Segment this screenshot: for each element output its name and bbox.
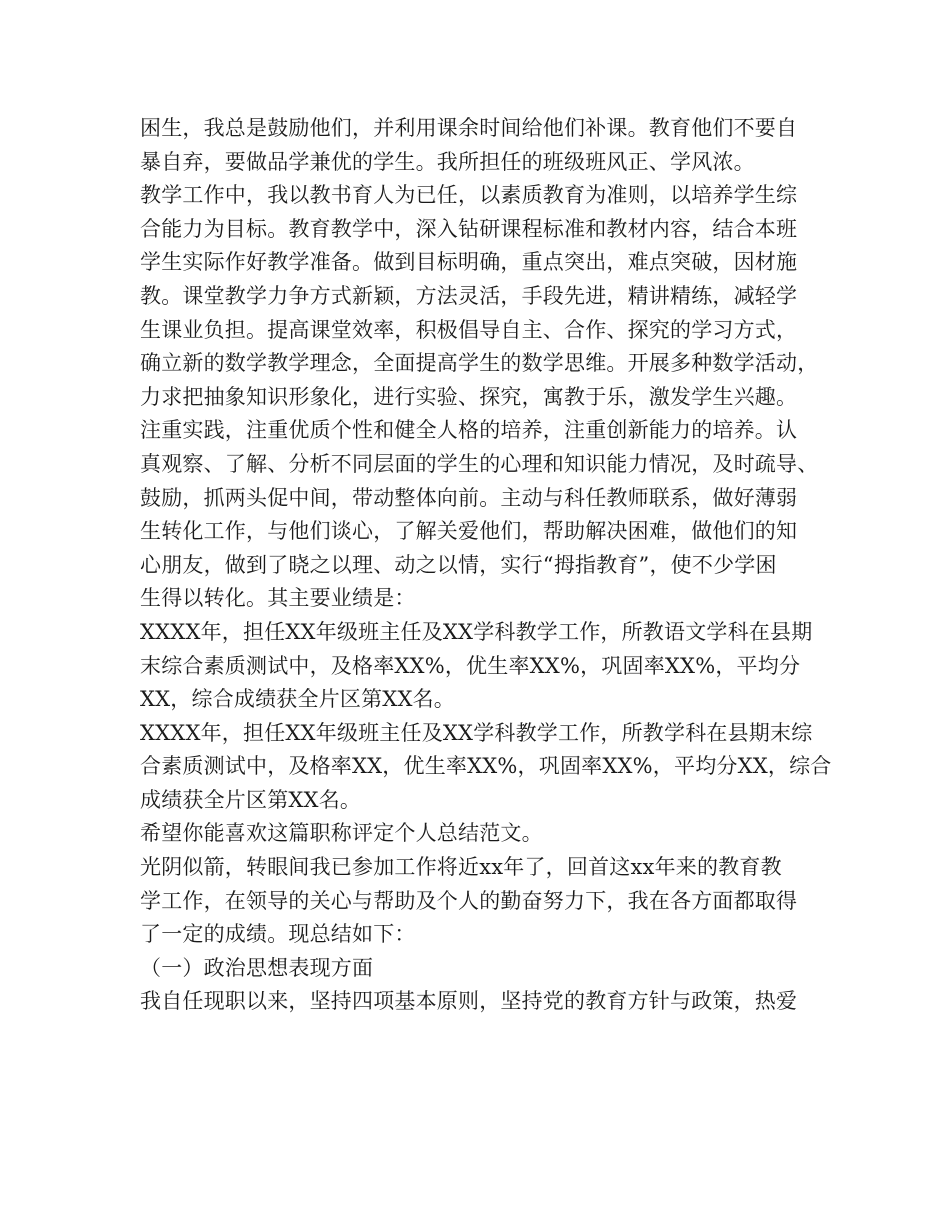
text-line: XX，综合成绩获全片区第XX名。 bbox=[140, 687, 455, 712]
text-line: 生得以转化。其主要业绩是： bbox=[140, 586, 416, 611]
text-line: 学生实际作好教学准备。做到目标明确，重点突出，难点突破，因材施 bbox=[140, 250, 798, 275]
text-line: 心朋友，做到了晓之以理、动之以情，实行“拇指教育”，使不少学困 bbox=[140, 552, 777, 577]
text-line: 鼓励，抓两头促中间，带动整体向前。主动与科任教师联系，做好薄弱 bbox=[140, 485, 798, 510]
text-line: XXXX年，担任XX年级班主任及XX学科教学工作，所教学科在县期末综 bbox=[140, 720, 813, 745]
text-line: 合素质测试中，及格率XX，优生率XX%，巩固率XX%，平均分XX，综合 bbox=[140, 754, 832, 779]
text-line: 生课业负担。提高课堂效率，积极倡导自主、合作、探究的学习方式， bbox=[140, 317, 798, 342]
text-line: 教学工作中，我以教书育人为已任，以素质教育为准则，以培养学生综 bbox=[140, 183, 798, 208]
text-line: 困生，我总是鼓励他们，并利用课余时间给他们补课。教育他们不要自 bbox=[140, 116, 798, 140]
text-line: 合能力为目标。教育教学中，深入钻研课程标准和教材内容，结合本班 bbox=[140, 216, 798, 241]
text-line: 希望你能喜欢这篇职称评定个人总结范文。 bbox=[140, 821, 543, 846]
section-heading: （一）政治思想表现方面 bbox=[140, 955, 374, 980]
text-line: 了一定的成绩。现总结如下： bbox=[140, 922, 416, 947]
text-line: 确立新的数学教学理念，全面提高学生的数学思维。开展多种数学活动， bbox=[140, 351, 819, 376]
text-line: 成绩获全片区第XX名。 bbox=[140, 787, 362, 812]
text-line: 生转化工作，与他们谈心，了解关爱他们，帮助解决困难，做他们的知 bbox=[140, 519, 798, 544]
text-line: 力求把抽象知识形象化，进行实验、探究，寓教于乐，激发学生兴趣。 bbox=[140, 384, 798, 409]
text-line: 学工作，在领导的关心与帮助及个人的勤奋努力下，我在各方面都取得 bbox=[140, 888, 798, 913]
text-line: 注重实践，注重优质个性和健全人格的培养，注重创新能力的培养。认 bbox=[140, 418, 798, 443]
text-line: 教。课堂教学力争方式新颖，方法灵活，手段先进，精讲精练，减轻学 bbox=[140, 283, 798, 308]
text-line: 末综合素质测试中，及格率XX%，优生率XX%，巩固率XX%，平均分 bbox=[140, 653, 801, 678]
text-line: 光阴似箭，转眼间我已参加工作将近xx年了，回首这xx年来的教育教 bbox=[140, 855, 782, 880]
text-line: 真观察、了解、分析不同层面的学生的心理和知识能力情况，及时疏导、 bbox=[140, 451, 819, 476]
text-line: XXXX年，担任XX年级班主任及XX学科教学工作，所教语文学科在县期 bbox=[140, 619, 813, 644]
text-line: 我自任现职以来，坚持四项基本原则，坚持党的教育方针与政策，热爱 bbox=[140, 989, 798, 1014]
document-body bbox=[140, 112, 832, 1019]
text-line: 暴自弃，要做品学兼优的学生。我所担任的班级班风正、学风浓。 bbox=[140, 149, 755, 174]
